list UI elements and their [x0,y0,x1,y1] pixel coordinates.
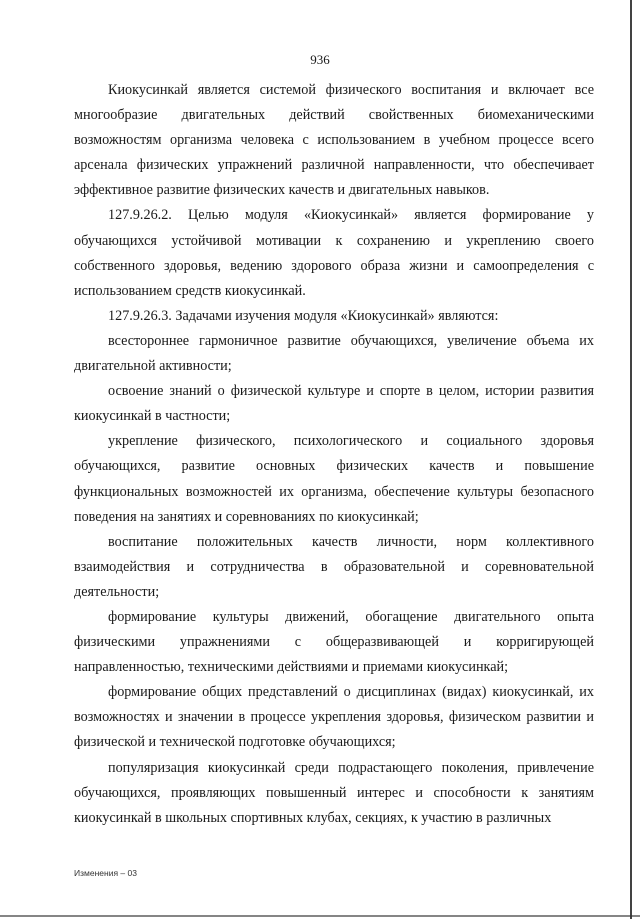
task-item: формирование культуры движений, обогащение двигательного опыта физическими упражнениями с общеразвивающей и корригирующей направленностью, техническими действиями и приемами киокусинкай; [74,608,594,676]
paragraph-intro: Киокусинкай является системой физического воспитания и включает все многообразие двигательных действий свойственных биомеханическими возможностям организма человека с использованием в учебном процессе всего арсенала физических упражнений различной направленности, что обеспечивает эффективное развитие физических качеств и двигательных навыков. [74,82,594,199]
task-item: укрепление физического, психологического и социального здоровья обучающихся, развитие основных физических качеств и повышение функциональных возможностей их организма, обеспечение культуры безопасного поведения на занятиях и соревнованиях по киокусинкай; [74,433,594,525]
paragraph-goal: 127.9.26.2. Целью модуля «Киокусинкай» является формирование у обучающихся устойчивой мотивации к сохранению и укреплению своего собственного здоровья, ведению здорового образа жизни и самоопределения с использованием средств киокусинкай. [74,207,594,299]
task-item: воспитание положительных качеств личности, норм коллективного взаимодействия и сотрудничества в образовательной и соревновательной деятельности; [74,533,594,600]
scan-edge-bottom [0,915,640,917]
revision-footer: Изменения – 03 [74,868,137,878]
task-item: популяризация киокусинкай среди подрастающего поколения, привлечение обучающихся, проявляющих повышенный интерес и способности к занятиям киокусинкай в школьных спортивных клубах, секциях, к участию в различных [74,759,594,826]
scan-edge-right [630,0,632,919]
task-item: освоение знаний о физической культуре и спорте в целом, истории развития киокусинкай в частности; [74,383,594,425]
paragraph-tasks-heading: 127.9.26.3. Задачами изучения модуля «Киокусинкай» являются: [108,307,499,324]
page-number: 936 [310,52,330,67]
document-body [74,78,594,831]
task-item: всестороннее гармоничное развитие обучающихся, увеличение объема их двигательной активности; [74,332,594,375]
task-item: формирование общих представлений о дисциплинах (видах) киокусинкай, их возможностях и значении в процессе укрепления здоровья, физическом развитии и физической и технической подготовке обучающихся; [74,684,594,751]
